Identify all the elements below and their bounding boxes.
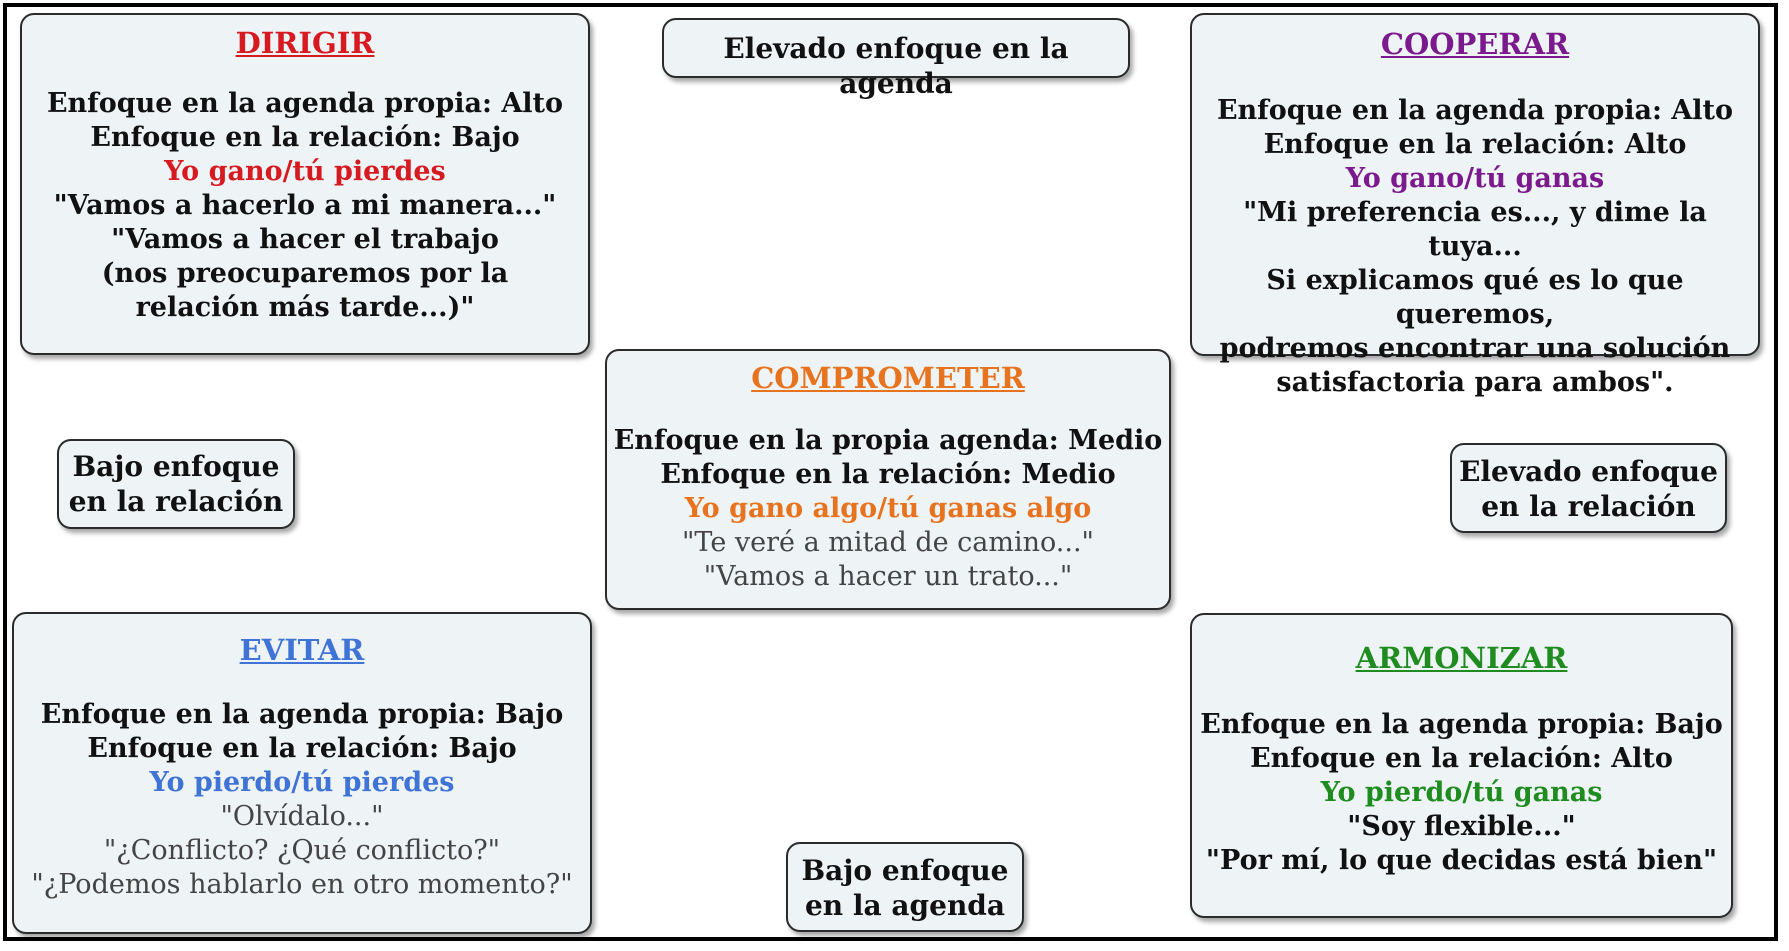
dirigir-quote-1: "Vamos a hacerlo a mi manera..." xyxy=(53,190,557,221)
armonizar-agenda: Enfoque en la agenda propia: Bajo xyxy=(1200,709,1723,740)
cooperar-title: COOPERAR xyxy=(1380,27,1570,61)
cooperar-box xyxy=(1190,13,1760,398)
armonizar-title: ARMONIZAR xyxy=(1355,641,1568,675)
axis-label-right xyxy=(1450,443,1727,533)
armonizar-quote-1: "Soy flexible..." xyxy=(1347,811,1576,842)
cooperar-agenda: Enfoque en la agenda propia: Alto xyxy=(1216,95,1734,126)
dirigir-box xyxy=(20,13,590,355)
cooperar-outcome: Yo gano/tú ganas xyxy=(1345,163,1605,194)
axis-label-right-line-1: Elevado enfoque xyxy=(1459,455,1718,488)
cooperar-quote-2: Si explicamos qué es lo que queremos, xyxy=(1266,265,1684,330)
comprometer-outcome: Yo gano algo/tú ganas algo xyxy=(684,493,1092,524)
axis-label-right-line-2: en la relación xyxy=(1481,490,1696,523)
cooperar-relacion: Enfoque en la relación: Alto xyxy=(1263,129,1687,160)
axis-label-left-line-1: Bajo enfoque xyxy=(72,450,280,483)
evitar-quote-1: "Olvídalo..." xyxy=(220,801,384,832)
evitar-relacion: Enfoque en la relación: Bajo xyxy=(87,733,517,764)
evitar-agenda: Enfoque en la agenda propia: Bajo xyxy=(40,699,564,730)
cooperar-quote-3: podremos encontrar una solución xyxy=(1219,333,1731,364)
axis-label-left-line-2: en la relación xyxy=(68,485,284,518)
axis-label-bottom-line-2: en la agenda xyxy=(804,889,1006,922)
dirigir-quote-3: (nos preocuparemos por la xyxy=(101,258,509,289)
axis-label-bottom xyxy=(786,842,1024,932)
evitar-quote-2: "¿Conflicto? ¿Qué conflicto?" xyxy=(103,835,501,866)
dirigir-quote-4: relación más tarde...)" xyxy=(135,292,475,323)
axis-label-top xyxy=(662,18,1130,100)
dirigir-outcome: Yo gano/tú pierdes xyxy=(164,156,446,187)
evitar-box xyxy=(12,612,592,934)
dirigir-relacion: Enfoque en la relación: Bajo xyxy=(90,122,520,153)
dirigir-title: DIRIGIR xyxy=(235,26,375,60)
armonizar-box xyxy=(1190,613,1733,918)
axis-label-bottom-line-1: Bajo enfoque xyxy=(801,854,1009,887)
evitar-title: EVITAR xyxy=(239,633,365,667)
evitar-outcome: Yo pierdo/tú pierdes xyxy=(149,767,455,798)
comprometer-agenda: Enfoque en la propia agenda: Medio xyxy=(613,425,1163,456)
axis-label-left xyxy=(57,439,295,529)
comprometer-quote-2: "Vamos a hacer un trato..." xyxy=(703,561,1073,592)
comprometer-box xyxy=(605,349,1171,610)
dirigir-quote-2: "Vamos a hacer el trabajo xyxy=(111,224,499,255)
armonizar-relacion: Enfoque en la relación: Alto xyxy=(1250,743,1673,774)
comprometer-relacion: Enfoque en la relación: Medio xyxy=(660,459,1116,490)
armonizar-quote-2: "Por mí, lo que decidas está bien" xyxy=(1205,845,1718,876)
evitar-quote-3: "¿Podemos hablarlo en otro momento?" xyxy=(31,869,573,900)
cooperar-quote-4: satisfactoria para ambos". xyxy=(1276,367,1674,398)
dirigir-agenda: Enfoque en la agenda propia: Alto xyxy=(46,88,564,119)
axis-label-top-text: Elevado enfoque en la agenda xyxy=(723,32,1069,100)
comprometer-quote-1: "Te veré a mitad de camino..." xyxy=(682,527,1094,558)
armonizar-outcome: Yo pierdo/tú ganas xyxy=(1320,777,1603,808)
comprometer-title: COMPROMETER xyxy=(751,361,1025,395)
cooperar-quote-1: "Mi preferencia es..., y dime la tuya... xyxy=(1243,197,1707,262)
